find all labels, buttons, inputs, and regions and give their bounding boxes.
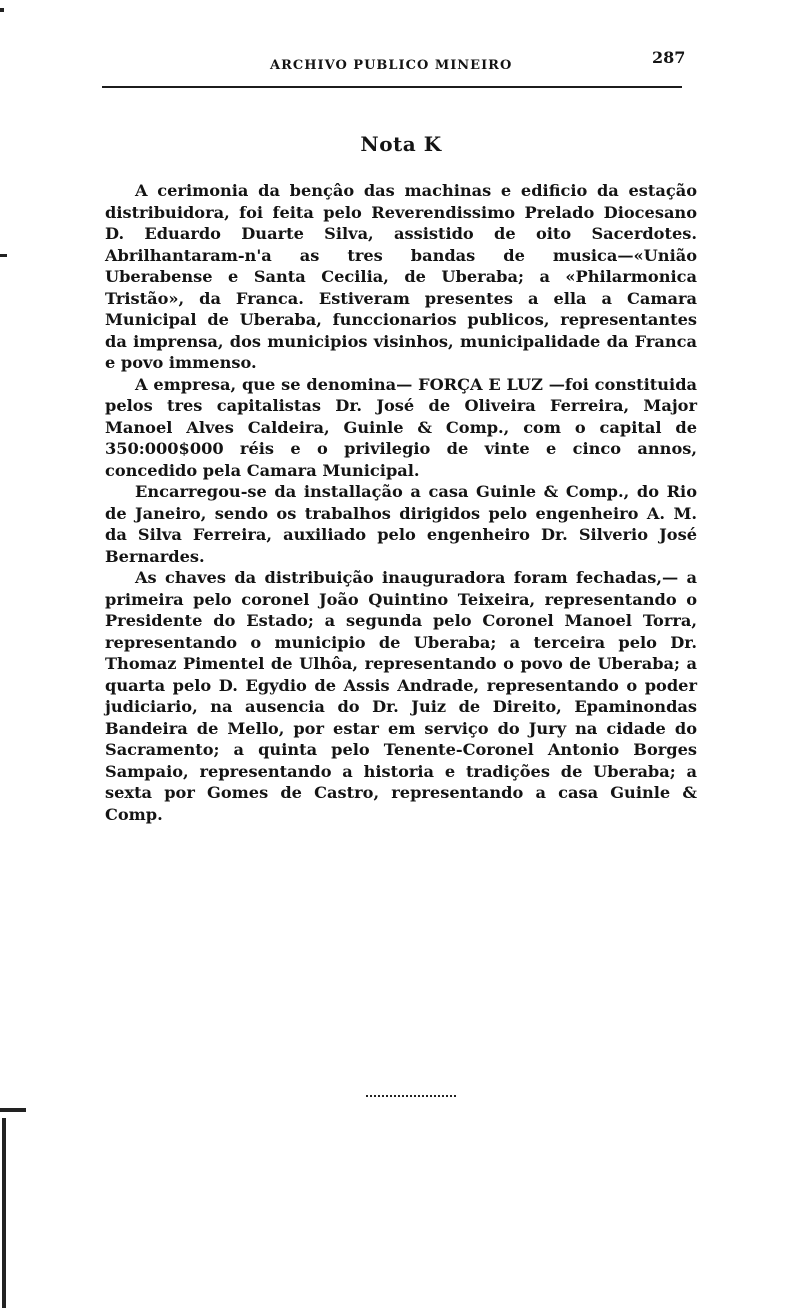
paragraph-installation: Encarregou-se da installação a casa Guinle & Comp., do Rio de Janeiro, sendo os trabalhos dirigidos pelo engenheiro A. M. da Silva Ferreira, auxiliado pelo engenheiro Dr. Silverio José Bernardes. — [105, 482, 697, 566]
scan-margin-mark — [2, 1118, 6, 1308]
paragraph-company: A empresa, que se denomina— FORÇA E LUZ —foi constituida pelos tres capitalistas Dr. José de Oliveira Ferreira, Major Manoel Alves Caldeira, Guinle & Comp., com o capital de 350:000$000 réis e o privilegio de vinte e cinco annos, concedido pela Camara Municipal. — [105, 374, 697, 480]
paragraph-switches: As chaves da distribuição inauguradora foram fechadas,— a primeira pelo coronel João Quintino Teixeira, representando o Presidente do Estado; a segunda pelo Coronel Manoel Torra, representando o municipio de Uberaba; a terceira pelo Dr. Thomaz Pimentel de Ulhôa, representando o povo de Uberaba; a quarta pelo D. Egydio de Assis Andrade, representando o poder judiciario, na ausencia do Dr. Juiz de Direito, Epaminondas Bandeira de Mello, por estar em serviço do Jury na cidade do Sacramento; a quinta pelo Tenente-Coronel Antonio Borges Sampaio, representando a historia e tradições de Uberaba; a sexta por Gomes de Castro, representando a casa Guinle & Comp. — [105, 568, 697, 824]
running-title: ARCHIVO PUBLICO MINEIRO — [270, 58, 513, 73]
body-text — [105, 180, 697, 825]
end-ornament-rule — [366, 1095, 456, 1097]
paragraph-ceremony: A cerimonia da bençâo das machinas e edificio da estação distribuidora, foi feita pelo Reverendissimo Prelado Diocesano D. Eduardo Duarte Silva, assistido de oito Sacerdotes. Abrilhantaram-n'a as tres bandas de musica—«União Uberabense e Santa Cecilia, de Uberaba; a «Philarmonica Tristão», da Franca. Estiveram presentes a ella a Camara Municipal de Uberaba, funccionarios publicos, representantes da imprensa, dos municipios visinhos, municipalidade da Franca e povo immenso. — [105, 181, 697, 372]
section-title: Nota K — [360, 132, 442, 156]
page-number: 287 — [652, 48, 686, 67]
scan-margin-mark — [0, 254, 7, 257]
scan-margin-mark — [0, 1108, 26, 1112]
scan-margin-mark — [0, 8, 4, 12]
header-rule — [102, 86, 682, 88]
